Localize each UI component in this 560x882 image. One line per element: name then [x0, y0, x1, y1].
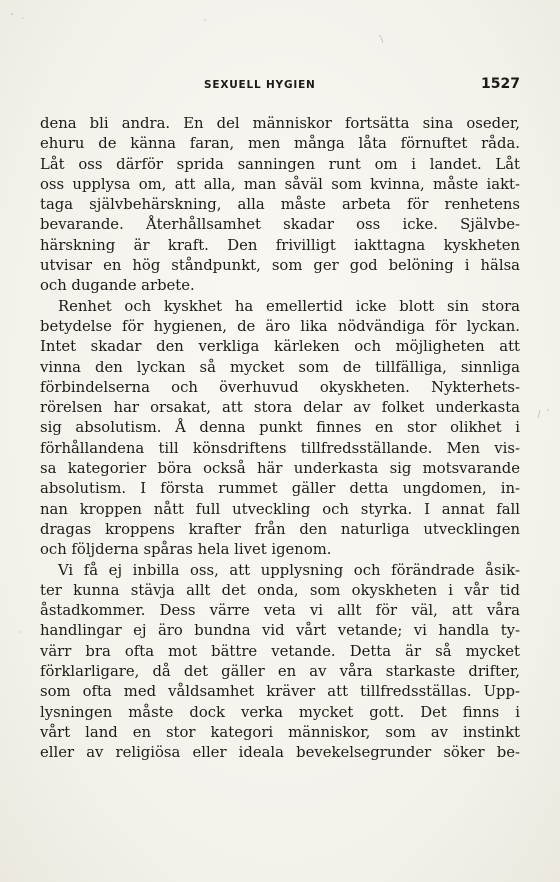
text-line: absolutism. I första rummet gäller detta ungdomen, in-: [40, 480, 520, 498]
text-line: handlingar ej äro bundna vid vårt vetande; vi handla ty-: [40, 622, 520, 640]
text-line: ehuru de känna faran, men många låta förnuftet råda.: [40, 135, 520, 153]
text-line: betydelse för hygienen, de äro lika nödvändiga för lyckan.: [40, 317, 520, 335]
text-line: och dugande arbete.: [40, 277, 195, 295]
running-title: SEXUELL HYGIEN: [204, 79, 316, 91]
text-line: rörelsen har orsakat, att stora delar av folket underkasta: [40, 399, 520, 417]
body-text: [40, 114, 520, 764]
text-line: Låt oss därför sprida sanningen runt om i landet. Låt: [40, 155, 520, 173]
text-line: dragas kroppens krafter från den naturliga utvecklingen: [40, 520, 520, 538]
text-line: eller av religiösa eller ideala bevekelsegrunder söker be-: [40, 744, 520, 762]
text-line: Vi få ej inbilla oss, att upplysning och förändrade åsik-: [58, 561, 520, 579]
page-number: 1527: [481, 76, 520, 92]
text-line: lysningen måste dock verka mycket gott. Det finns i: [40, 703, 520, 721]
text-line: härskning är kraft. Den frivilligt iakttagna kyskheten: [40, 236, 520, 254]
page-header: [40, 76, 520, 96]
text-line: och följderna spåras hela livet igenom.: [40, 541, 332, 559]
text-line: förklarligare, då det gäller en av våra starkaste drifter,: [40, 663, 520, 681]
text-line: Intet skadar den verkliga kärleken och möjligheten att: [40, 338, 520, 356]
text-line: dena bli andra. En del människor fortsätta sina oseder,: [40, 115, 520, 132]
text-line: åstadkommer. Dess värre veta vi allt för väl, att våra: [40, 602, 520, 620]
text-line: vårt land en stor kategori människor, som av instinkt: [40, 723, 520, 741]
text-line: oss upplysa om, att alla, man såväl som kvinna, måste iakt-: [40, 175, 520, 193]
text-line: Renhet och kyskhet ha emellertid icke blott sin stora: [58, 297, 520, 315]
text-line: förbindelserna och överhuvud okyskheten. Nykterhets-: [40, 378, 520, 396]
text-line: sig absolutism. Å denna punkt finnes en stor olikhet i: [40, 419, 520, 437]
text-line: ter kunna stävja allt det onda, som okyskheten i vår tid: [40, 581, 520, 599]
text-line: värr bra ofta mot bättre vetande. Detta är så mycket: [40, 642, 520, 660]
text-line: vinna den lyckan så mycket som de tillfälliga, sinnliga: [40, 358, 520, 376]
text-line: nan kroppen nått full utveckling och styrka. I annat fall: [40, 500, 520, 518]
text-line: bevarande. Återhållsamhet skadar oss icke. Självbe-: [40, 216, 520, 234]
text-line: taga självbehärskning, alla måste arbeta för renhetens: [40, 196, 520, 214]
text-line: förhållandena till könsdriftens tillfredsställande. Men vis-: [40, 439, 520, 457]
text-line: sa kategorier böra också här underkasta sig motsvarande: [40, 460, 520, 478]
text-line: som ofta med våldsamhet kräver att tillfredsställas. Upp-: [40, 683, 520, 701]
text-line: utvisar en hög ståndpunkt, som ger god belöning i hälsa: [40, 257, 520, 275]
